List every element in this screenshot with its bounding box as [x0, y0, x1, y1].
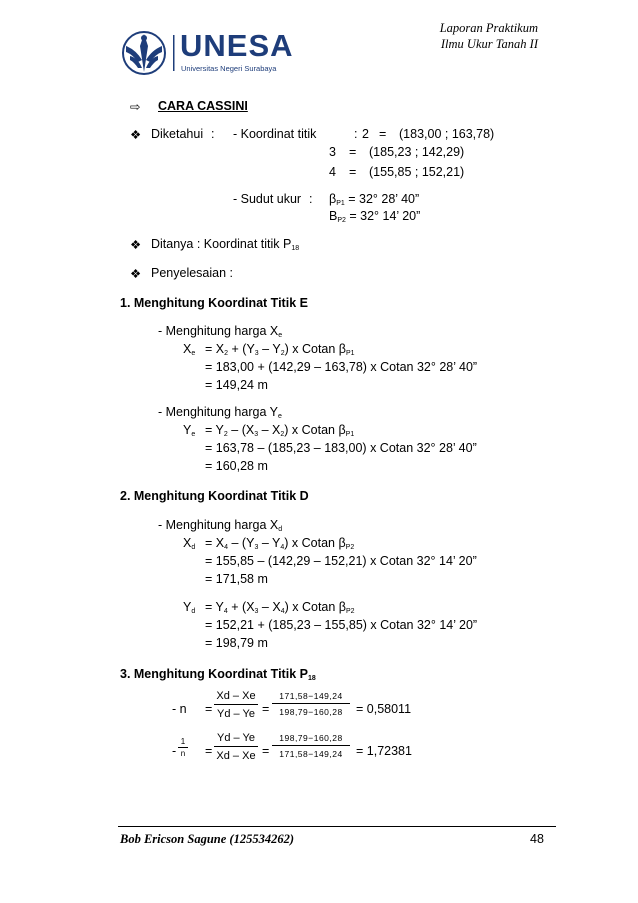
point-2-eq: =	[379, 127, 387, 141]
inv-n-fraction-symbolic: $\frac{Yd - Ye}{Xd - Xe}$	[214, 732, 258, 762]
section-title: CARA CASSINI	[158, 99, 248, 113]
inv-n-result: = 1,72381	[356, 744, 412, 758]
xe-substitution: = 183,00 + (142,29 – 163,78) x Cotan 32° 28’ 40”	[205, 360, 478, 374]
yd-lhs: $Y_d$	[183, 600, 196, 615]
n-result: = 0,58011	[356, 702, 412, 716]
xe-result: = 149,24 m	[205, 378, 268, 392]
diketahui-colon: :	[211, 127, 215, 141]
header-title	[440, 20, 538, 52]
yd-result: = 198,79 m	[205, 636, 268, 650]
ye-lhs: $Y_e$	[183, 423, 196, 438]
page-number: 48	[530, 832, 544, 846]
n-fraction-numeric: $\frac{171,58-149,24}{198,79-160,28}$	[272, 691, 350, 717]
inv-n-eq: =	[205, 744, 213, 758]
n-fraction-symbolic: $\frac{Xd - Xe}{Yd - Ye}$	[214, 690, 258, 720]
point-4-num: 4	[329, 165, 336, 179]
inv-n-fraction-numeric: $\frac{198,79-160,28}{171,58-149,24}$	[272, 733, 350, 759]
section-arrow-icon: ⇨	[130, 100, 141, 114]
yd-formula: = $Y_4 + (X_3 - X_4)$ x Cotan $\beta_{P2}$	[205, 600, 355, 615]
ye-result: = 160,28 m	[205, 459, 268, 473]
diketahui-label: Diketahui	[151, 127, 204, 141]
sudut-label: - Sudut ukur	[233, 192, 302, 206]
xe-formula: = $X_2 + (Y_3 - Y_2)$ x Cotan $\beta_{P1}$	[205, 342, 355, 357]
ye-formula: = $Y_2 - (X_3 - X_2)$ x Cotan $\beta_{P1}$	[205, 423, 355, 438]
point-3-value: (185,23 ; 142,29)	[369, 145, 465, 159]
bullet-penyelesaian-icon: ❖	[130, 267, 142, 281]
step2-title: 2. Menghitung Koordinat Titik D	[120, 489, 309, 503]
n-eq-2: =	[262, 702, 270, 716]
point-4-value: (155,85 ; 152,21)	[369, 165, 465, 179]
sudut-colon: :	[309, 192, 313, 206]
header-line-1: Laporan Praktikum	[439, 21, 538, 35]
xe-lhs: $X_e$	[183, 342, 196, 357]
point-3-eq: =	[349, 145, 357, 159]
ye-heading: - Menghitung harga $Y_e$	[158, 405, 282, 420]
xd-lhs: $X_d$	[183, 536, 196, 551]
logo-wordmark: UNESA	[180, 28, 294, 63]
inv-n-dash: -	[172, 744, 177, 758]
footer-divider	[118, 826, 556, 827]
ditanya-text: Ditanya : Koordinat titik $P_{18}$	[151, 237, 300, 252]
xd-heading: - Menghitung harga $X_d$	[158, 518, 283, 533]
inv-n-eq-2: =	[262, 744, 270, 758]
penyelesaian-text: Penyelesaian :	[151, 266, 234, 280]
bullet-ditanya-icon: ❖	[130, 238, 142, 252]
point-4-eq: =	[349, 165, 357, 179]
xe-heading: - Menghitung harga $X_e$	[158, 324, 283, 339]
point-2-num: 2	[362, 127, 369, 141]
koordinat-colon: :	[354, 127, 358, 141]
point-2-value: (183,00 ; 163,78)	[399, 127, 495, 141]
point-3-num: 3	[329, 145, 336, 159]
beta-p2: $B_{P2} = 32^\circ$ 14’ 20”	[329, 209, 421, 224]
header-line-2: Ilmu Ukur Tanah II	[440, 37, 538, 51]
xd-formula: = $X_4 - (Y_3 - Y_4)$ x Cotan $\beta_{P2}$	[205, 536, 355, 551]
koordinat-label: - Koordinat titik	[233, 127, 317, 141]
step3-title: 3. Menghitung Koordinat Titik $P_{18}$	[120, 667, 316, 682]
step1-title: 1. Menghitung Koordinat Titik E	[120, 296, 308, 310]
bullet-diketahui-icon: ❖	[130, 128, 142, 142]
yd-substitution: = 152,21 + (185,23 – 155,85) x Cotan 32° 14’ 20”	[205, 618, 478, 632]
n-eq: =	[205, 702, 213, 716]
beta-p1: $\beta_{P1} = 32^\circ$ 28’ 40”	[329, 192, 420, 207]
logo-subtitle: Universitas Negeri Surabaya	[181, 64, 277, 73]
inv-n-fraction: $\frac{1}{n}$	[178, 737, 188, 758]
ye-substitution: = 163,78 – (185,23 – 183,00) x Cotan 32° 28’ 40”	[205, 441, 477, 455]
unesa-logo	[118, 26, 298, 80]
n-label: - n	[172, 702, 187, 716]
footer-author: Bob Ericson Sagune (125534262)	[120, 832, 294, 846]
xd-substitution: = 155,85 – (142,29 – 152,21) x Cotan 32° 14’ 20”	[205, 554, 477, 568]
xd-result: = 171,58 m	[205, 572, 268, 586]
